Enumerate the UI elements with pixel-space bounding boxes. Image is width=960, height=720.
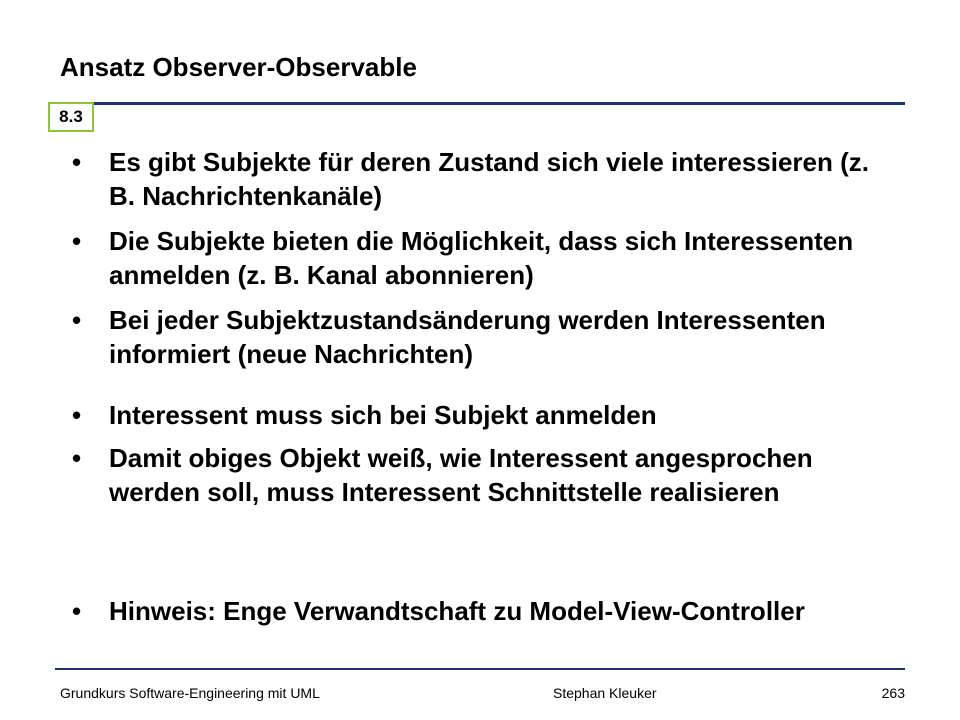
bullet-item <box>72 441 902 509</box>
bullet-item <box>72 224 902 292</box>
bullet-dot-icon: • <box>72 147 82 177</box>
bullet-item <box>72 398 902 432</box>
bullet-dot-icon: • <box>72 443 82 473</box>
bullet-text: Es gibt Subjekte für deren Zustand sich viele interessieren (z. B. Nachrichtenkanäle) <box>109 147 869 211</box>
bullet-text: Interessent muss sich bei Subjekt anmelden <box>109 400 657 430</box>
section-number-badge: 8.3 <box>48 102 94 132</box>
slide-title: Ansatz Observer-Observable <box>60 52 417 82</box>
bullet-text: Hinweis: Enge Verwandtschaft zu Model-View-Controller <box>109 596 805 626</box>
footer-author: Stephan Kleuker <box>553 685 657 701</box>
footer-course-title: Grundkurs Software-Engineering mit UML <box>60 685 320 701</box>
bullet-text: Damit obiges Objekt weiß, wie Interessent angesprochen werden soll, muss Interessent Schnittstelle realisieren <box>109 443 813 507</box>
bullet-dot-icon: • <box>72 226 82 256</box>
header-divider <box>55 102 905 105</box>
bullet-text: Die Subjekte bieten die Möglichkeit, dass sich Interessenten anmelden (z. B. Kanal abonnieren) <box>109 226 854 290</box>
bullet-dot-icon: • <box>72 305 82 335</box>
footer-divider <box>55 668 905 670</box>
bullet-dot-icon: • <box>72 400 82 430</box>
bullet-dot-icon: • <box>72 596 82 626</box>
bullet-item <box>72 594 902 628</box>
bullet-item <box>72 145 902 213</box>
page-number: 263 <box>881 685 905 701</box>
bullet-text: Bei jeder Subjektzustandsänderung werden Interessenten informiert (neue Nachrichten) <box>109 305 826 369</box>
bullet-item <box>72 303 902 371</box>
